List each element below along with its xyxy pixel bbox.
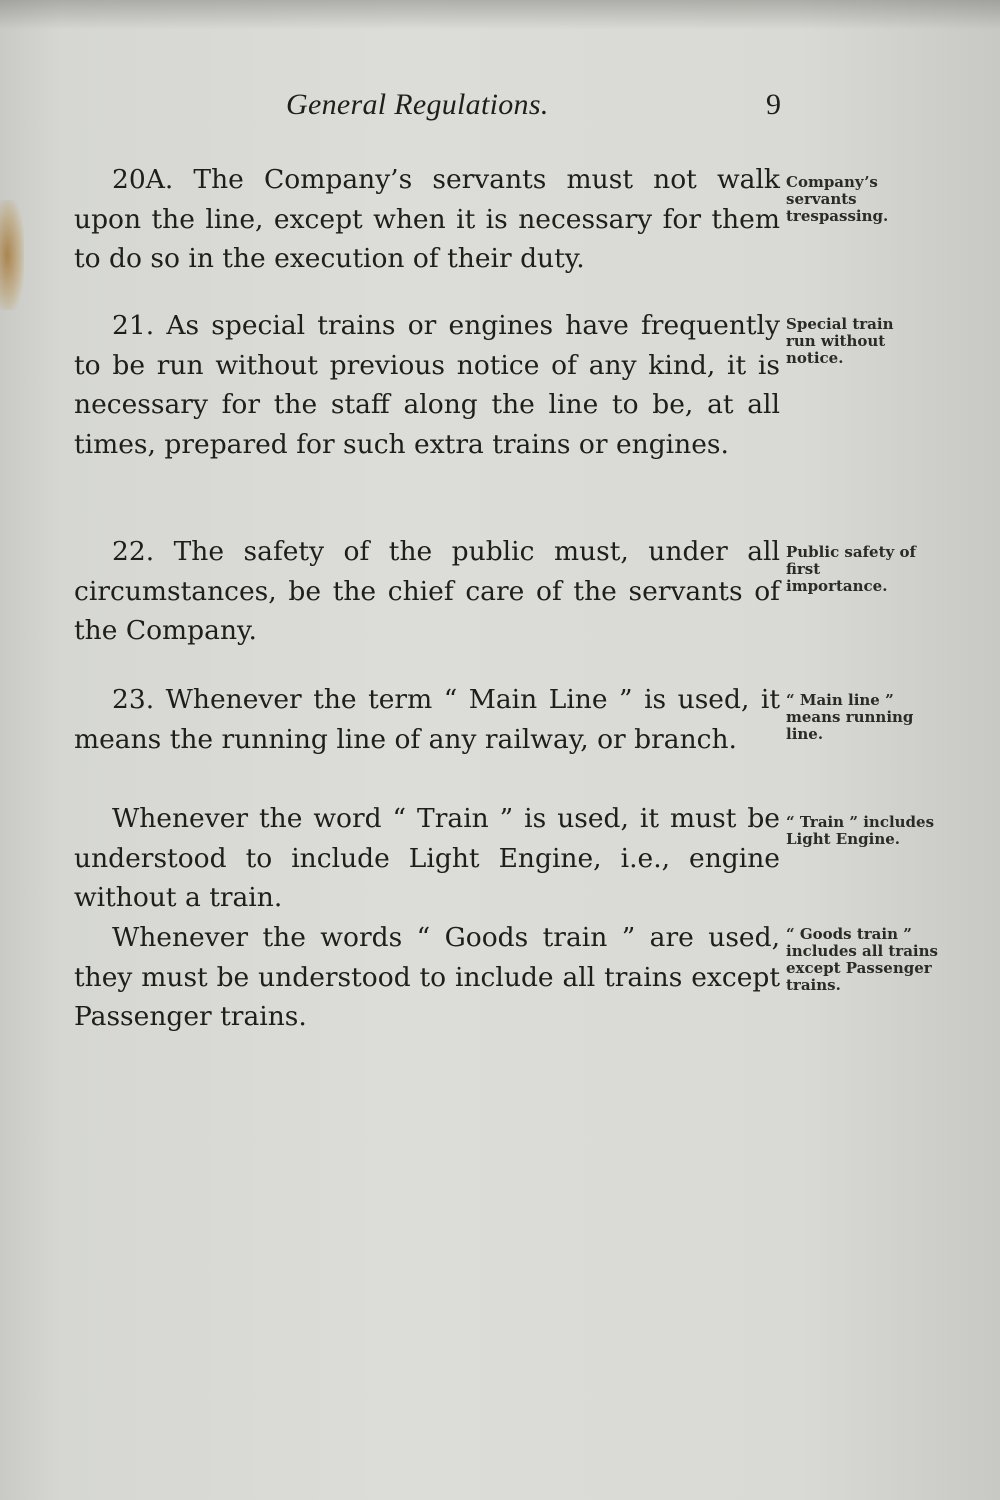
paragraph-23: 23. Whenever the term “ Main Line ” is used, it means the running line of any railway, or branch. <box>74 684 780 755</box>
margin-note-20a: Company’s servants trespassing. <box>786 173 889 225</box>
paragraph-goods-train: Whenever the words “ Goods train ” are used, they must be understood to include all trains except Passenger trains. <box>74 922 780 1032</box>
margin-note-21: Special train run without notice. <box>786 315 894 367</box>
page-number: 9 <box>766 88 781 121</box>
page-stain <box>0 200 24 310</box>
margin-note-22: Public safety of first importance. <box>786 543 916 595</box>
paragraph-21: 21. As special trains or engines have frequently to be run without previous notice of any kind, it is necessary for the staff along the line to be, at all times, prepared for such extra trains or engines. <box>74 310 780 460</box>
paragraph-20a: 20A. The Company’s servants must not walk upon the line, except when it is necessary for them to do so in the execution of their duty. <box>74 164 780 274</box>
margin-note-train: “ Train ” includes Light Engine. <box>786 813 935 848</box>
paragraph-22: 22. The safety of the public must, under all circumstances, be the chief care of the servants of the Company. <box>74 536 780 646</box>
margin-note-23: “ Main line ” means running line. <box>786 691 914 743</box>
running-title: General Regulations. <box>286 88 549 121</box>
page-top-shadow <box>0 0 1000 30</box>
margin-note-goods-train: “ Goods train ” includes all trains except Passenger trains. <box>786 925 938 994</box>
paragraph-train: Whenever the word “ Train ” is used, it must be understood to include Light Engine, i.e., engine without a train. <box>74 803 780 913</box>
page-header <box>0 88 1000 128</box>
